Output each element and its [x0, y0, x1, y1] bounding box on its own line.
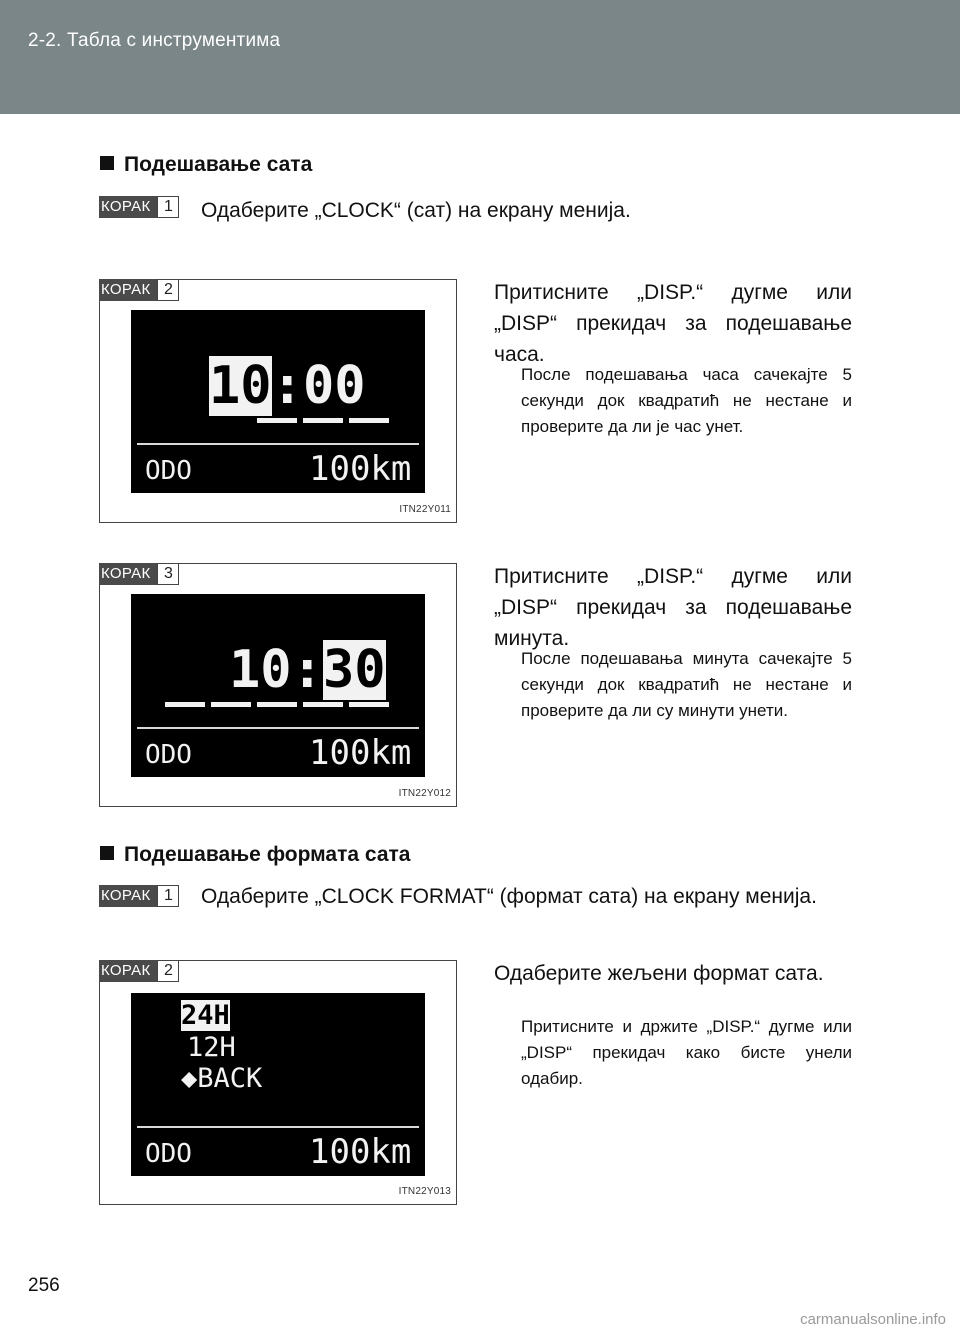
divider-line — [137, 443, 419, 445]
header-bar — [0, 0, 960, 114]
step-badge-2 — [99, 960, 179, 982]
step-label: КОРАК — [99, 196, 157, 218]
step-label: КОРАК — [99, 279, 157, 301]
figure-clock-minutes — [99, 563, 457, 807]
figure-clock-hours — [99, 279, 457, 523]
divider-line — [137, 1126, 419, 1128]
clock-readout — [209, 358, 366, 414]
figure-code: ITN22Y013 — [398, 1186, 451, 1197]
segment-dash — [349, 702, 389, 707]
step-number: 3 — [157, 563, 179, 585]
step-1-text: Одаберите „CLOCK“ (сат) на екрану менија. — [201, 199, 631, 222]
step-1-text: Одаберите „CLOCK FORMAT“ (формат сата) на екрану менија. — [201, 885, 817, 908]
divider-line — [137, 727, 419, 729]
odo-label: ODO — [145, 456, 192, 486]
clock-readout — [229, 642, 386, 698]
clock-hours-highlight: 10 — [209, 356, 272, 416]
back-arrow-icon: ◆ — [181, 1063, 198, 1094]
heading-clock-setting: Подешавање сата — [100, 153, 312, 177]
step-badge-1 — [99, 885, 179, 907]
clock-minutes-highlight: 30 — [322, 640, 386, 700]
page-number: 256 — [28, 1275, 60, 1296]
segment-dash — [303, 418, 343, 423]
step-2-note: Притисните и држите „DISP.“ дугме или „DISP“ прекидач како бисте унели одабир. — [521, 1017, 852, 1088]
step-number: 2 — [157, 960, 179, 982]
step-2-description: Притисните „DISP.“ дугме или „DISP“ прекидач за подешавање часа. — [494, 281, 852, 366]
square-bullet-icon — [100, 846, 114, 860]
segment-dash — [303, 702, 343, 707]
segment-dash — [257, 702, 297, 707]
step-label: КОРАК — [99, 960, 157, 982]
odo-value: 100km — [309, 733, 412, 773]
clock-hours: 10 — [229, 640, 292, 700]
segment-dash — [349, 418, 389, 423]
figure-code: ITN22Y012 — [398, 788, 451, 799]
step-number: 1 — [157, 196, 179, 218]
step-badge-3 — [99, 563, 179, 585]
heading-clock-format: Подешавање формата сата — [100, 843, 410, 867]
segment-dash — [165, 702, 205, 707]
section-title: 2-2. Табла с инструментима — [28, 30, 281, 51]
segment-dash — [211, 702, 251, 707]
square-bullet-icon — [100, 156, 114, 170]
clock-separator: : — [271, 356, 303, 416]
menu-item-back: ◆BACK — [181, 1063, 263, 1094]
step-3-description: Притисните „DISP.“ дугме или „DISP“ прекидач за подешавање минута. — [494, 565, 852, 650]
display-screen — [131, 993, 425, 1176]
odo-label: ODO — [145, 740, 192, 770]
menu-item-24h: 24H — [181, 1000, 230, 1031]
step-2-description: Одаберите жељени формат сата. — [494, 962, 824, 985]
segment-dash — [257, 418, 297, 423]
clock-separator: : — [291, 640, 323, 700]
watermark: carmanualsonline.info — [800, 1311, 946, 1328]
figure-clock-format — [99, 960, 457, 1205]
odo-label: ODO — [145, 1139, 192, 1169]
odo-value: 100km — [309, 449, 412, 489]
step-badge-2 — [99, 279, 179, 301]
figure-code: ITN22Y011 — [399, 504, 451, 515]
step-3-note: После подешавања минута сачекајте 5 секунди док квадратић не нестане и проверите да ли су минути унети. — [521, 649, 852, 720]
display-screen — [131, 594, 425, 777]
step-number: 1 — [157, 885, 179, 907]
step-badge-1 — [99, 196, 179, 218]
step-label: КОРАК — [99, 563, 157, 585]
display-screen — [131, 310, 425, 493]
clock-minutes: 00 — [302, 356, 366, 416]
menu-item-12h: 12H — [187, 1032, 236, 1063]
odo-value: 100km — [309, 1132, 412, 1172]
step-2-note: После подешавања часа сачекајте 5 секунди док квадратић не нестане и проверите да ли је час унет. — [521, 365, 852, 436]
step-label: КОРАК — [99, 885, 157, 907]
step-number: 2 — [157, 279, 179, 301]
